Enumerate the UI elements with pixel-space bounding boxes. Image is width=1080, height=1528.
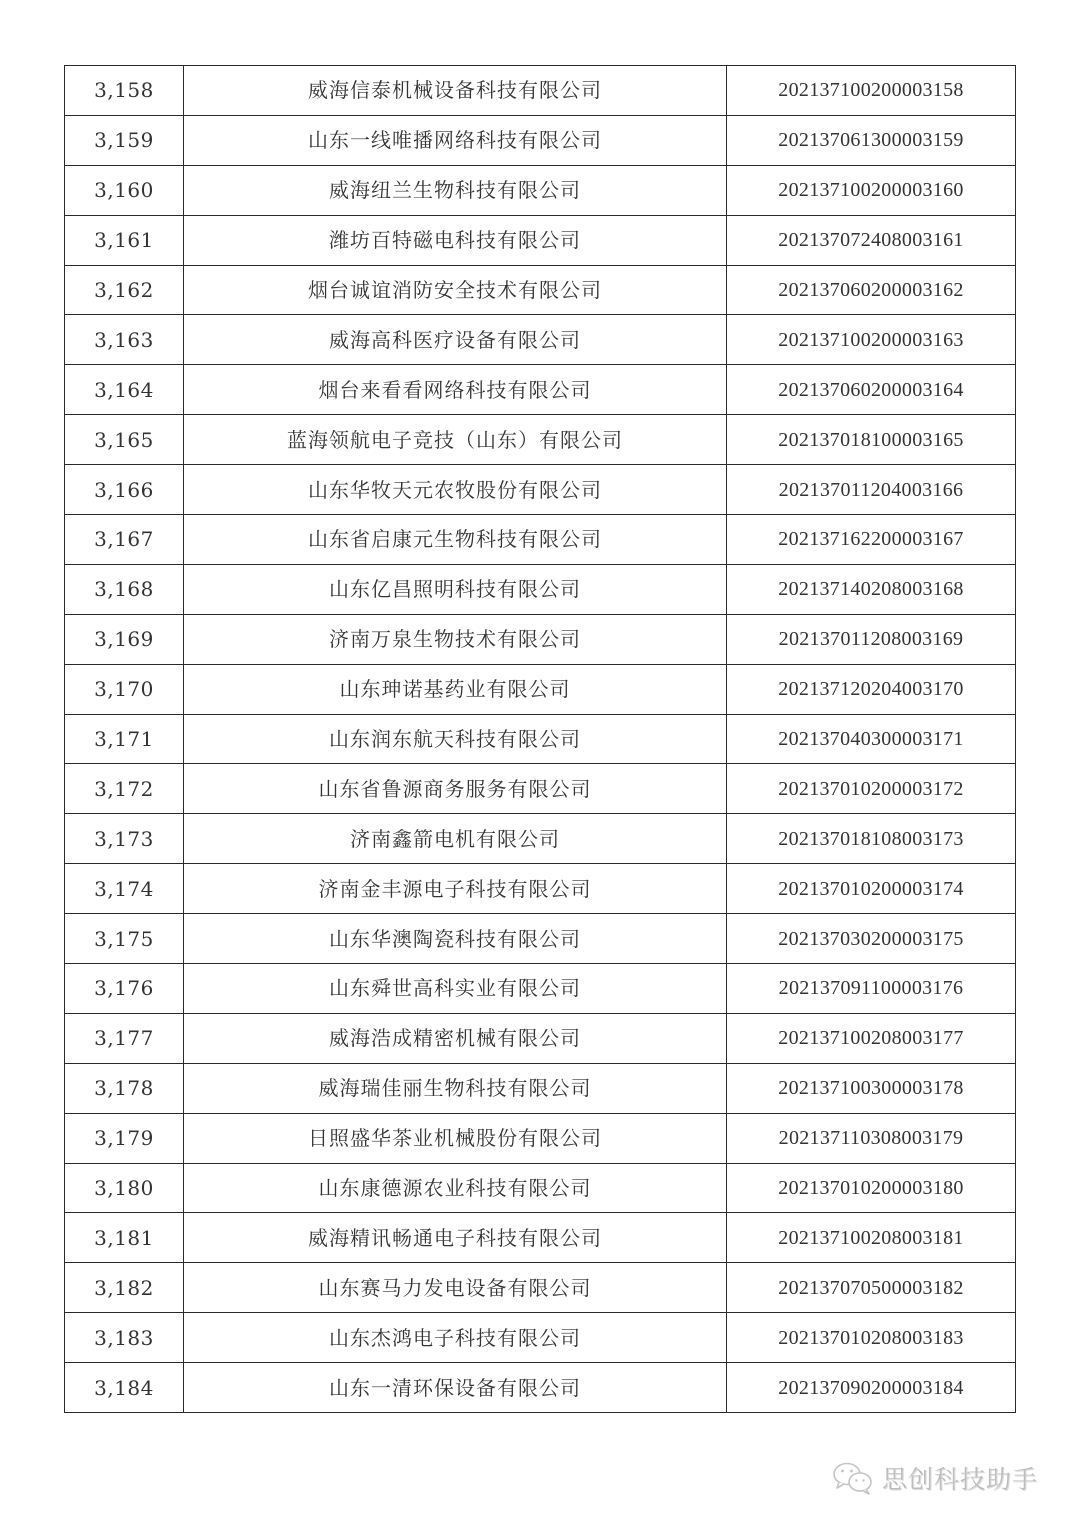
row-index: 3,182 <box>65 1263 184 1313</box>
registration-number: 202137091100003176 <box>727 964 1016 1014</box>
registration-number: 202137061300003159 <box>727 115 1016 165</box>
row-index: 3,170 <box>65 664 184 714</box>
company-name: 山东赛马力发电设备有限公司 <box>184 1263 727 1313</box>
company-name: 威海瑞佳丽生物科技有限公司 <box>184 1063 727 1113</box>
registration-number: 202137010200003174 <box>727 864 1016 914</box>
registration-number: 202137040300003171 <box>727 714 1016 764</box>
registration-number: 202137011204003166 <box>727 465 1016 515</box>
row-index: 3,176 <box>65 964 184 1014</box>
company-name: 山东康德源农业科技有限公司 <box>184 1163 727 1213</box>
company-name: 山东省启康元生物科技有限公司 <box>184 515 727 565</box>
table-row <box>65 814 1016 864</box>
registration-number: 202137100200003163 <box>727 315 1016 365</box>
row-index: 3,160 <box>65 165 184 215</box>
row-index: 3,166 <box>65 465 184 515</box>
table-row <box>65 115 1016 165</box>
table-row <box>65 465 1016 515</box>
table-row <box>65 1313 1016 1363</box>
table-row <box>65 564 1016 614</box>
table-row <box>65 664 1016 714</box>
company-name: 蓝海领航电子竞技（山东）有限公司 <box>184 415 727 465</box>
registration-number: 202137100208003177 <box>727 1013 1016 1063</box>
table-row <box>65 515 1016 565</box>
registration-number: 202137072408003161 <box>727 215 1016 265</box>
table-row <box>65 365 1016 415</box>
row-index: 3,165 <box>65 415 184 465</box>
row-index: 3,168 <box>65 564 184 614</box>
table-row <box>65 1063 1016 1113</box>
table-row <box>65 1013 1016 1063</box>
company-name: 山东润东航天科技有限公司 <box>184 714 727 764</box>
table-row <box>65 764 1016 814</box>
registration-number: 202137010208003183 <box>727 1313 1016 1363</box>
row-index: 3,161 <box>65 215 184 265</box>
company-name: 山东舜世高科实业有限公司 <box>184 964 727 1014</box>
row-index: 3,171 <box>65 714 184 764</box>
company-name: 烟台来看看网络科技有限公司 <box>184 365 727 415</box>
table-row <box>65 215 1016 265</box>
registration-number: 202137090200003184 <box>727 1363 1016 1413</box>
registration-number: 202137011208003169 <box>727 614 1016 664</box>
row-index: 3,169 <box>65 614 184 664</box>
watermark-text: 思创科技助手 <box>882 1465 1039 1494</box>
registration-number: 202137010200003180 <box>727 1163 1016 1213</box>
registration-number: 202137070500003182 <box>727 1263 1016 1313</box>
table-row <box>65 914 1016 964</box>
registration-number: 202137100300003178 <box>727 1063 1016 1113</box>
company-name: 山东珅诺基药业有限公司 <box>184 664 727 714</box>
registration-number: 202137100200003158 <box>727 66 1016 116</box>
table-row <box>65 964 1016 1014</box>
row-index: 3,158 <box>65 66 184 116</box>
registration-number: 202137140208003168 <box>727 564 1016 614</box>
registration-number: 202137060200003164 <box>727 365 1016 415</box>
company-name: 济南金丰源电子科技有限公司 <box>184 864 727 914</box>
row-index: 3,167 <box>65 515 184 565</box>
table-row <box>65 1213 1016 1263</box>
table-row <box>65 165 1016 215</box>
wechat-icon <box>832 1461 876 1495</box>
table-row <box>65 1263 1016 1313</box>
registration-number: 202137018100003165 <box>727 415 1016 465</box>
company-name: 山东杰鸿电子科技有限公司 <box>184 1313 727 1363</box>
company-name: 日照盛华茶业机械股份有限公司 <box>184 1113 727 1163</box>
row-index: 3,172 <box>65 764 184 814</box>
table-row <box>65 864 1016 914</box>
row-index: 3,164 <box>65 365 184 415</box>
table-row <box>65 714 1016 764</box>
company-name: 山东华牧天元农牧股份有限公司 <box>184 465 727 515</box>
company-name: 山东一清环保设备有限公司 <box>184 1363 727 1413</box>
company-name: 烟台诚谊消防安全技术有限公司 <box>184 265 727 315</box>
registration-number: 202137030200003175 <box>727 914 1016 964</box>
company-name: 威海信泰机械设备科技有限公司 <box>184 66 727 116</box>
row-index: 3,178 <box>65 1063 184 1113</box>
registration-number: 202137162200003167 <box>727 515 1016 565</box>
table-row <box>65 315 1016 365</box>
row-index: 3,183 <box>65 1313 184 1363</box>
row-index: 3,159 <box>65 115 184 165</box>
table-body <box>65 66 1016 1413</box>
registration-number: 202137100208003181 <box>727 1213 1016 1263</box>
company-name: 威海高科医疗设备有限公司 <box>184 315 727 365</box>
registration-number: 202137010200003172 <box>727 764 1016 814</box>
registration-number: 202137100200003160 <box>727 165 1016 215</box>
table-row <box>65 1163 1016 1213</box>
row-index: 3,162 <box>65 265 184 315</box>
registration-number: 202137060200003162 <box>727 265 1016 315</box>
row-index: 3,163 <box>65 315 184 365</box>
table-row <box>65 66 1016 116</box>
row-index: 3,174 <box>65 864 184 914</box>
registration-number: 202137018108003173 <box>727 814 1016 864</box>
table-row <box>65 1113 1016 1163</box>
table-row <box>65 265 1016 315</box>
row-index: 3,175 <box>65 914 184 964</box>
company-name: 潍坊百特磁电科技有限公司 <box>184 215 727 265</box>
table-row <box>65 614 1016 664</box>
registration-number: 202137120204003170 <box>727 664 1016 714</box>
company-name: 济南鑫箭电机有限公司 <box>184 814 727 864</box>
registration-number: 202137110308003179 <box>727 1113 1016 1163</box>
row-index: 3,179 <box>65 1113 184 1163</box>
row-index: 3,181 <box>65 1213 184 1263</box>
company-name: 山东华澳陶瓷科技有限公司 <box>184 914 727 964</box>
company-name: 济南万泉生物技术有限公司 <box>184 614 727 664</box>
company-name: 威海浩成精密机械有限公司 <box>184 1013 727 1063</box>
company-name: 山东省鲁源商务服务有限公司 <box>184 764 727 814</box>
company-name: 山东亿昌照明科技有限公司 <box>184 564 727 614</box>
table-row <box>65 1363 1016 1413</box>
company-name: 威海纽兰生物科技有限公司 <box>184 165 727 215</box>
company-registry-table <box>64 65 1016 1413</box>
row-index: 3,177 <box>65 1013 184 1063</box>
watermark <box>832 1458 1038 1498</box>
row-index: 3,173 <box>65 814 184 864</box>
company-name: 威海精讯畅通电子科技有限公司 <box>184 1213 727 1263</box>
company-name: 山东一线唯播网络科技有限公司 <box>184 115 727 165</box>
row-index: 3,184 <box>65 1363 184 1413</box>
table-row <box>65 415 1016 465</box>
row-index: 3,180 <box>65 1163 184 1213</box>
